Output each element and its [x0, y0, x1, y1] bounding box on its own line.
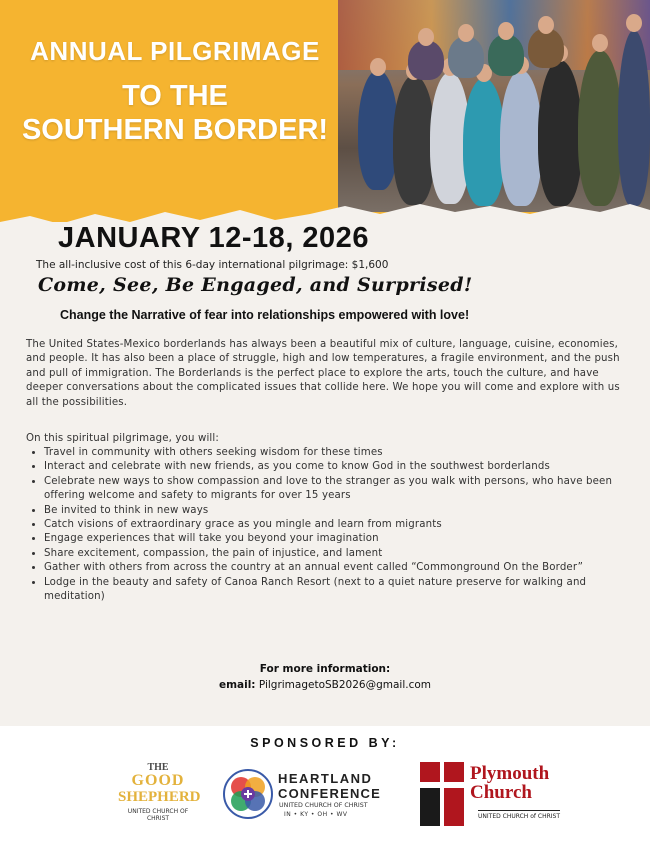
tagline: Come, See, Be Engaged, and Surprised! [38, 274, 473, 296]
plymouth-mark-icon [444, 788, 464, 826]
event-dates: JANUARY 12-18, 2026 [58, 222, 369, 254]
bullet-item: • Celebrate new ways to show compassion and love to the stranger as you walk with persons, who have been offering welcome and safety to migrants for over 15 years [44, 475, 648, 504]
plymouth-name [470, 764, 549, 802]
sponsor-footer [0, 726, 650, 841]
bullet-item: • Catch visions of extraordinary grace as you mingle and learn from migrants [44, 518, 648, 532]
heartland-conference-logo [222, 766, 394, 822]
bullet-item: • Be invited to think in new ways [44, 504, 648, 518]
event-cost: The all-inclusive cost of this 6-day international pilgrimage: $1,600 [36, 259, 389, 271]
bullets-lead: On this spiritual pilgrimage, you will: [26, 433, 219, 444]
heartland-states: IN • KY • OH • WV [284, 811, 348, 818]
logo-text-good: GOOD [131, 772, 185, 789]
logo-text-ucc: UNITED CHURCH OF CHRIST [127, 808, 189, 822]
bullet-item: • Gather with others from across the country at an annual event called “Commonground On the Border” [44, 561, 648, 575]
logo-text-the: THE [147, 762, 169, 773]
church-word: Church [470, 782, 532, 803]
sponsored-by-heading: SPONSORED BY: [250, 736, 400, 750]
bullet-item: • Travel in community with others seeking wisdom for these times [44, 446, 648, 460]
header-banner [0, 0, 650, 222]
logo-text-shepherd: SHEPHERD [118, 789, 201, 805]
email-label: email: [218, 679, 256, 691]
contact-email-line [0, 679, 650, 691]
plymouth-mark-icon [444, 762, 464, 782]
bullet-item: • Engage experiences that will take you beyond your imagination [44, 532, 648, 546]
heartland-emblem-icon [222, 768, 274, 820]
plymouth-word: Plymouth [470, 763, 550, 784]
bullet-item: • Lodge in the beauty and safety of Canoa Ranch Resort (next to a quiet nature preserve for walking and meditation) [44, 576, 648, 605]
pilgrimage-bullets [26, 446, 648, 604]
bullet-item: • Interact and celebrate with new friends, as you come to know God in the southwest borderlands [44, 460, 648, 474]
plymouth-church-logo [416, 758, 566, 832]
email-link[interactable]: PilgrimagetoSB2026@gmail.com [258, 679, 432, 691]
heartland-ucc: UNITED CHURCH OF CHRIST [279, 802, 368, 809]
good-shepherd-logo [118, 762, 201, 832]
bullet-item: • Share excitement, compassion, the pain of injustice, and lament [44, 547, 648, 561]
plymouth-ucc: UNITED CHURCH of CHRIST [478, 810, 560, 820]
title-line-2: TO THE [122, 80, 228, 112]
contact-title: For more information: [259, 663, 391, 675]
title-line-3: SOUTHERN BORDER! [21, 114, 329, 146]
plymouth-mark-icon [420, 788, 440, 826]
group-photo [338, 0, 650, 212]
heartland-name: HEARTLAND [278, 771, 373, 786]
title-line-1: ANNUAL PILGRIMAGE [30, 36, 320, 66]
conference-name: CONFERENCE [278, 786, 382, 801]
subhead: Change the Narrative of fear into relationships empowered with love! [60, 308, 470, 322]
intro-paragraph: The United States-Mexico borderlands has always been a beautiful mix of culture, language, cuisine, economies, and people. It has also been a place of struggle, high and low temperatures, a fragile environment, and the push and pull of immigration. The Borderlands is the perfect place to explore the arts, touch the culture, and have deeper conversations about the complicated issues that collide here. We hope you will come and explore with us all the possibilities. [26, 339, 620, 408]
plymouth-mark-icon [420, 762, 440, 782]
